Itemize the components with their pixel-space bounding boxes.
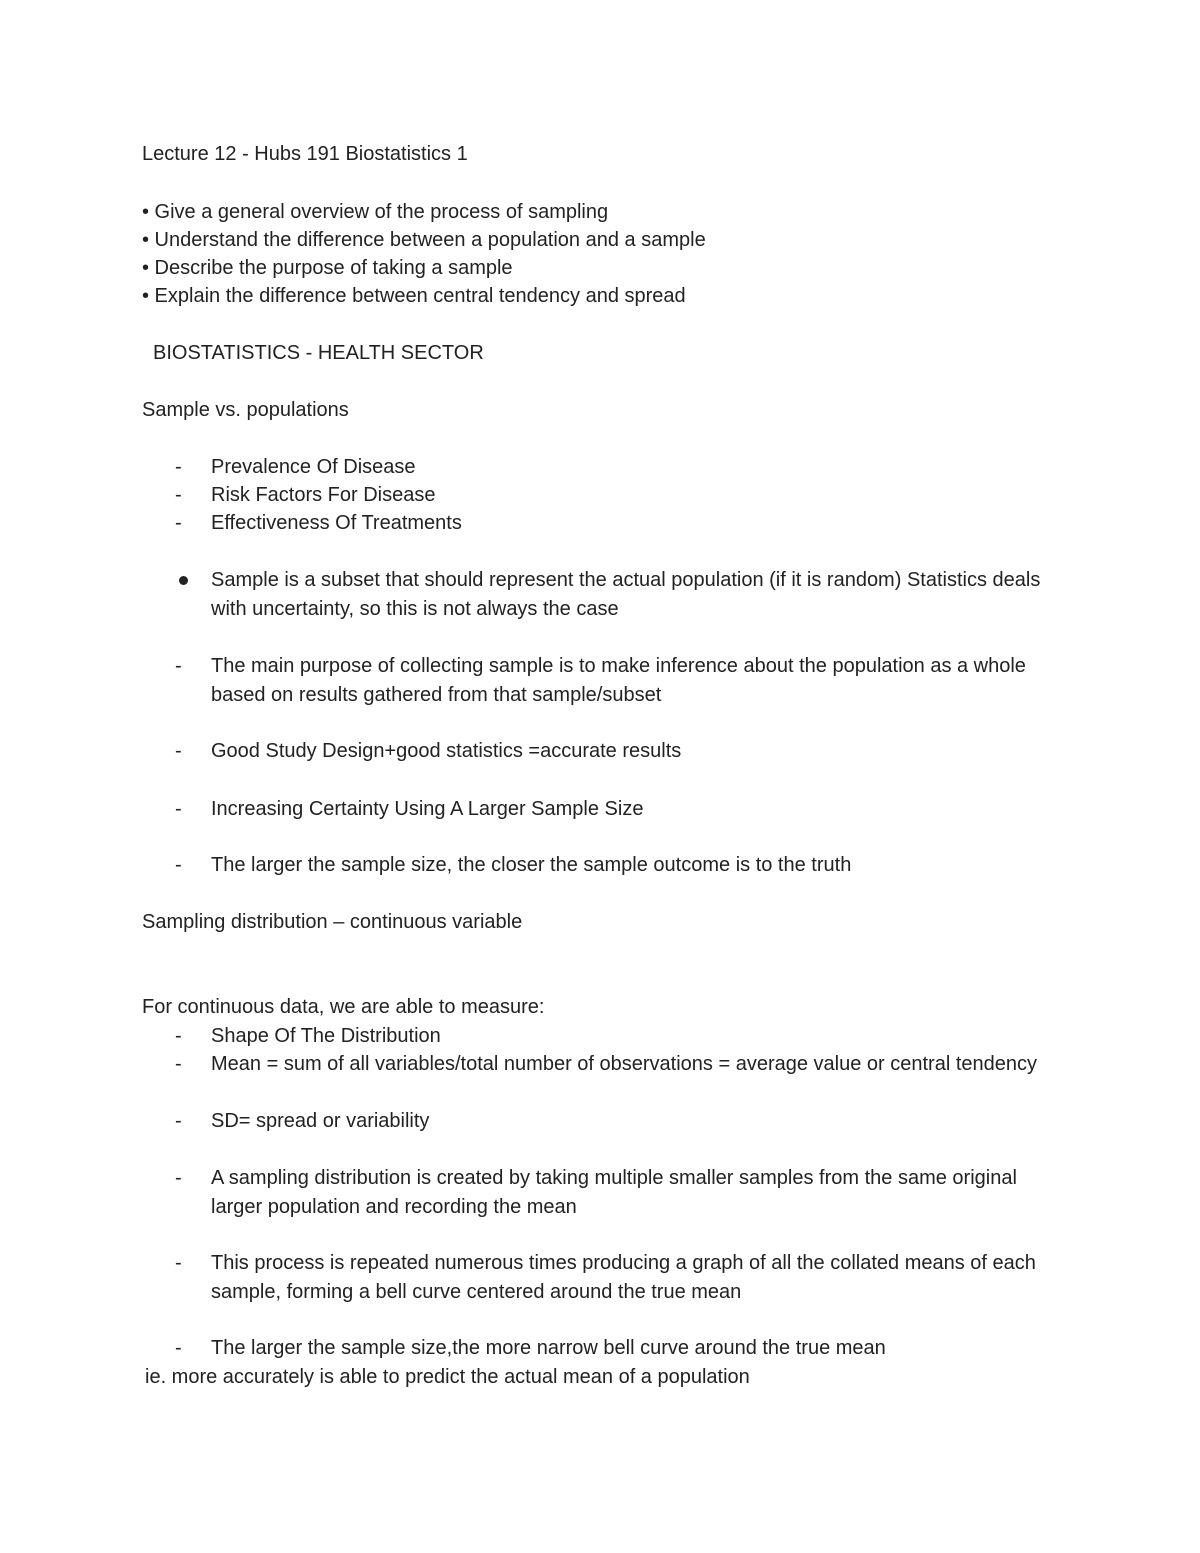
list-item-text: A sampling distribution is created by taking multiple smaller samples from the same original larger population and recording the mean [211,1167,1017,1218]
dash-marker: - [175,1053,182,1075]
dash-marker: - [175,484,182,506]
list-item-text: This process is repeated numerous times producing a graph of all the collated means of each sample, forming a bell curve centered around the true mean [211,1252,1036,1303]
list-item-text: Prevalence Of Disease [211,456,416,478]
list-item-text: The larger the sample size, the closer the sample outcome is to the truth [211,854,852,876]
dash-marker: - [175,740,182,762]
dash-marker: - [175,798,182,820]
list-item-text: Risk Factors For Disease [211,484,436,506]
list-item-text: The larger the sample size,the more narrow bell curve around the true mean [211,1337,886,1359]
dash-marker: - [175,1025,182,1047]
dash-marker: - [175,1337,182,1359]
objective-item: • Explain the difference between central tendency and spread [142,285,686,307]
document-title: Lecture 12 - Hubs 191 Biostatistics 1 [142,143,468,165]
dash-marker: - [175,456,182,478]
objective-item: • Give a general overview of the process of sampling [142,201,609,223]
section-heading: BIOSTATISTICS - HEALTH SECTOR [153,342,484,364]
dash-marker: - [175,1252,182,1274]
objective-item: • Understand the difference between a population and a sample [142,229,706,251]
bullet-dot-icon [179,576,188,585]
list-item-text: Shape Of The Distribution [211,1025,441,1047]
list-item-text: Good Study Design+good statistics =accurate results [211,740,682,762]
dash-marker: - [175,655,182,677]
objective-item: • Describe the purpose of taking a sample [142,257,513,279]
sample-heading: Sample vs. populations [142,399,349,421]
final-note: ie. more accurately is able to predict the actual mean of a population [145,1366,750,1388]
list-item-text: SD= spread or variability [211,1110,430,1132]
dash-marker: - [175,854,182,876]
list-item-text: Effectiveness Of Treatments [211,512,462,534]
bullet-item-text: Sample is a subset that should represent the actual population (if it is random) Statistics deals with uncertainty, so this is not always the case [211,569,1041,620]
dash-marker: - [175,1167,182,1189]
dash-marker: - [175,1110,182,1132]
list-item-text: Mean = sum of all variables/total number of observations = average value or central tendency [211,1053,1038,1075]
continuous-intro: For continuous data, we are able to measure: [142,996,545,1018]
dash-marker: - [175,512,182,534]
list-item-text: Increasing Certainty Using A Larger Sample Size [211,798,644,820]
sampling-heading: Sampling distribution – continuous variable [142,911,523,933]
list-item-text: The main purpose of collecting sample is to make inference about the population as a whole based on results gathered from that sample/subset [211,655,1026,706]
